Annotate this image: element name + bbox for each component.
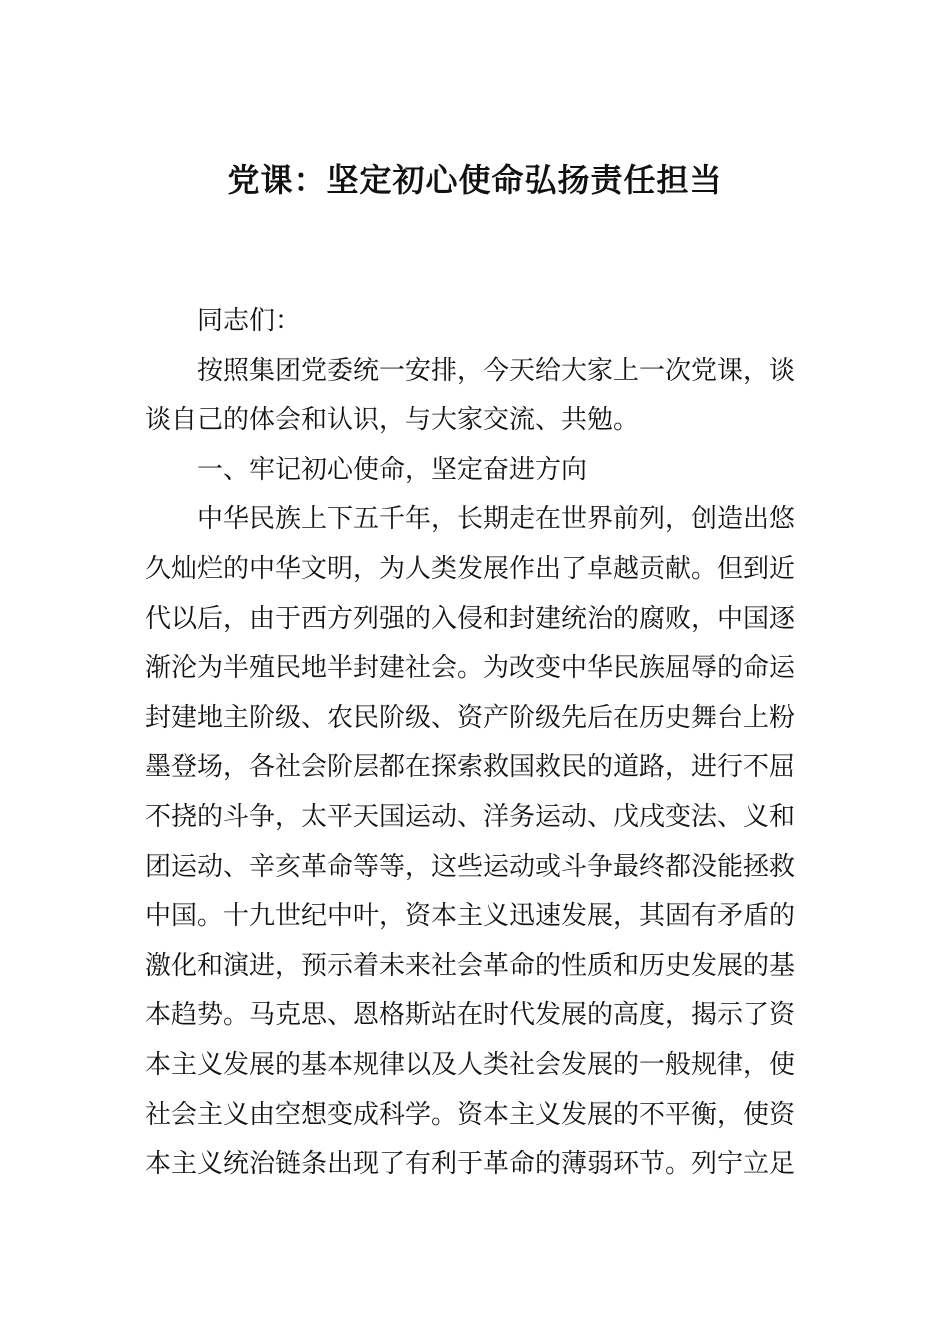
paragraph-line: 渐沦为半殖民地半封建社会。为改变中华民族屈辱的命运 — [145, 653, 796, 684]
paragraph-line: 中华民族上下五千年，长期走在世界前列，创造出悠 — [197, 504, 796, 535]
paragraph-line: 墨登场，各社会阶层都在探索救国救民的道路，进行不屈 — [145, 752, 796, 783]
paragraph-line: 谈自己的体会和认识，与大家交流、共勉。 — [145, 405, 640, 436]
paragraph-line: 社会主义由空想变成科学。资本主义发展的不平衡，使资 — [145, 1099, 796, 1130]
paragraph-line: 本趋势。马克思、恩格斯站在时代发展的高度，揭示了资 — [145, 1000, 796, 1031]
paragraph-line: 按照集团党委统一安排，今天给大家上一次党课，谈 — [197, 355, 796, 386]
salutation-line: 同志们： — [197, 306, 302, 336]
section-heading: 一、牢记初心使命，坚定奋进方向 — [197, 454, 588, 485]
paragraph-line: 团运动、辛亥革命等等，这些运动或斗争最终都没能拯救 — [145, 851, 796, 882]
paragraph-line: 中国。十九世纪中叶，资本主义迅速发展，其固有矛盾的 — [145, 901, 796, 932]
paragraph-line: 久灿烂的中华文明，为人类发展作出了卓越贡献。但到近 — [145, 553, 796, 584]
paragraph-line: 本主义发展的基本规律以及人类社会发展的一般规律，使 — [145, 1049, 796, 1080]
paragraph-line: 不挠的斗争，太平天国运动、洋务运动、戊戌变法、义和 — [145, 801, 796, 832]
paragraph-line: 封建地主阶级、农民阶级、资产阶级先后在历史舞台上粉 — [145, 702, 796, 733]
document-title: 党课：坚定初心使命弘扬责任担当 — [227, 161, 723, 199]
paragraph-line: 激化和演进，预示着未来社会革命的性质和历史发展的基 — [145, 950, 796, 981]
paragraph-line: 代以后，由于西方列强的入侵和封建统治的腐败，中国逐 — [145, 603, 796, 634]
document-body — [145, 297, 810, 1190]
paragraph-line: 本主义统治链条出现了有利于革命的薄弱环节。列宁立足 — [145, 1149, 796, 1180]
